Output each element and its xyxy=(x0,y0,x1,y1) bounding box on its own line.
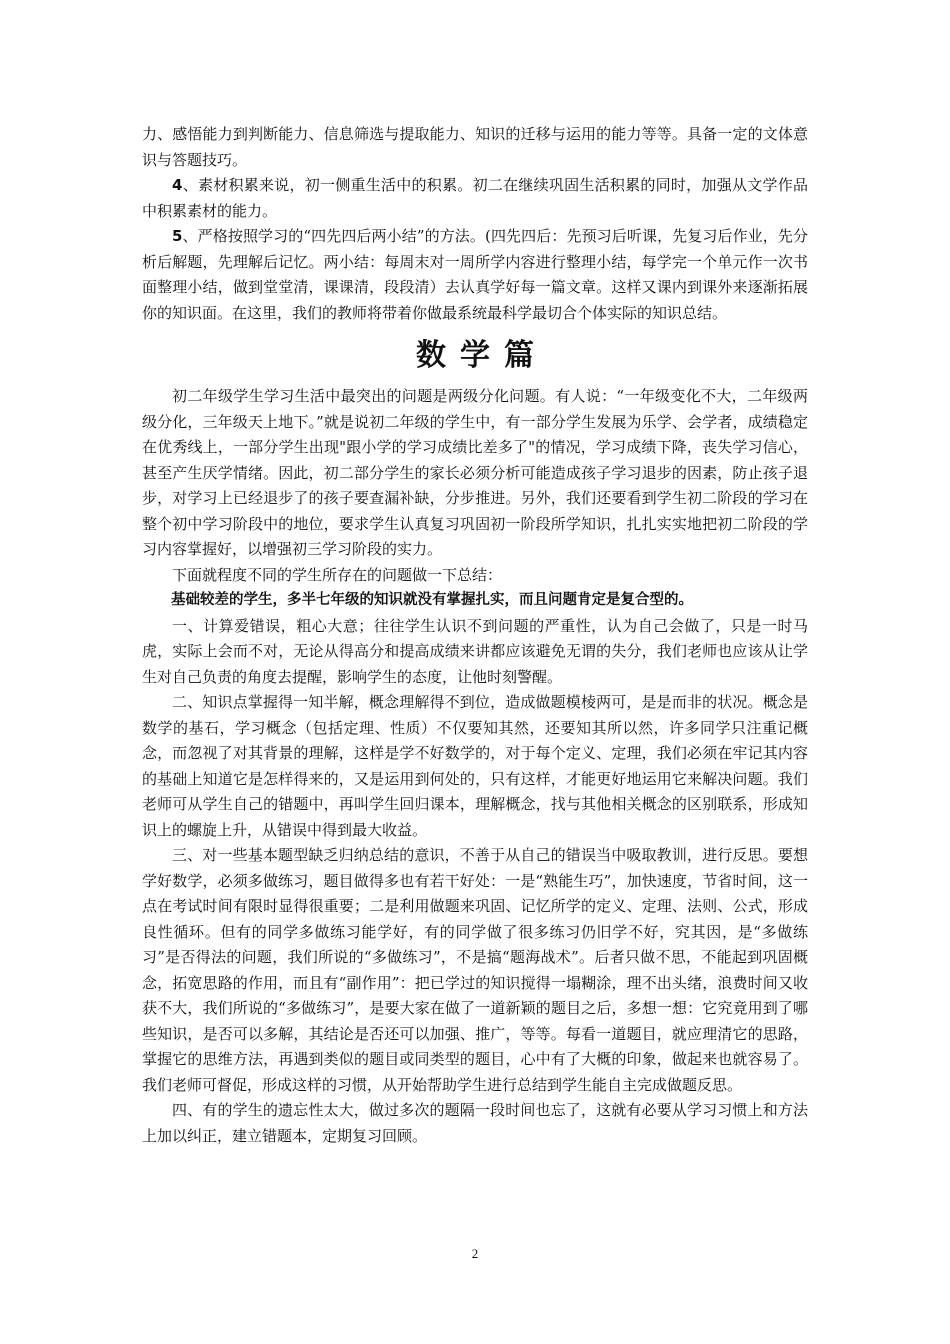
paragraph-continuation: 力、感悟能力到判断能力、信息筛选与提取能力、知识的迁移与运用的能力等等。具备一定的文体意识与答题技巧。 xyxy=(142,125,808,169)
paragraph-text: 、严格按照学习的“四先四后两小结”的方法。(四先四后：先预习后听课，先复习后作业，先分析后解题，先理解后记忆。两小结：每周末对一周所学内容进行整理小结，每学完一个单元作一次书面整理小结，做到堂堂清，课课清，段段清）去认真学好每一篇文章。这样又课内到课外来逐渐拓展你的知识面。在这里，我们的教师将带着你做最系统最科学最切合个体实际的知识总结。 xyxy=(142,227,808,322)
problem-two: 二、知识点掌握得一知半解，概念理解得不到位，造成做题模棱两可，是是而非的状况。概念是数学的基石，学习概念（包括定理、性质）不仅要知其然，还要知其所以然，许多同学只注重记概念，而忽视了对其背景的理解，这样是学不好数学的，对于每个定义、定理，我们必须在牢记其内容的基础上知道它是怎样得来的，又是运用到何处的，只有这样，才能更好地运用它来解决问题。我们老师可从学生自己的错题中，再叫学生回归课本，理解概念，找与其他相关概念的区别联系，形成知识上的螺旋上升，从错误中得到最大收益。 xyxy=(142,693,808,839)
page-number: 2 xyxy=(471,1246,479,1261)
problem-four: 四、有的学生的遗忘性太大，做过多次的题隔一段时间也忘了，这就有必要从学习习惯上和方法上加以纠正，建立错题本，定期复习回顾。 xyxy=(142,1101,808,1145)
problem-one: 一、计算爱错误，粗心大意；往往学生认识不到问题的严重性，认为自己会做了，只是一时马虎，实际上会而不对，无论从得高分和提高成绩来讲都应该避免无谓的失分，我们老师也应该从让学生对自己负责的角度去提醒，影响学生的态度，让他时刻警醒。 xyxy=(142,616,808,686)
item-number: 4 xyxy=(172,176,183,194)
paragraph-item-4 xyxy=(142,173,808,224)
item-number: 5 xyxy=(172,227,183,245)
math-intro-paragraph: 初二年级学生学习生活中最突出的问题是两级分化问题。有人说：“一年级变化不大，二年级两级分化，三年级天上地下。”就是说初二年级的学生中，有一部分学生发展为乐学、会学者，成绩稳定在优秀线上，一部分学生出现"跟小学的学习成绩比差多了"的情况，学习成绩下降，丧失学习信心，甚至产生厌学情绪。因此，初二部分学生的家长必须分析可能造成孩子学习退步的因素，防止孩子退步，对学习上已经退步了的孩子要查漏补缺，分步推进。另外，我们还要看到学生初二阶段的学习在整个初中学习阶段中的地位，要求学生认真复习巩固初一阶段所学知识，扎扎实实地把初二阶段的学习内容掌握好，以增强初三学习阶段的实力。 xyxy=(142,387,808,558)
page-content xyxy=(142,122,808,1149)
problem-three: 三、对一些基本题型缺乏归纳总结的意识，不善于从自己的错误当中吸取教训，进行反思。要想学好数学，必须多做练习，题目做得多也有若干好处：一是“熟能生巧”，加快速度，节省时间，这一点在考试时间有限时显得很重要；二是利用做题来巩固、记忆所学的定义、定理、法则、公式，形成良性循环。但有的同学多做练习能学好，有的同学做了很多练习仍旧学不好，究其因，是“多做练习”是否得法的问题，我们所说的“多做练习”，不是搞“题海战术”。后者只做不思，不能起到巩固概念，拓宽思路的作用，而且有“副作用”：把已学过的知识搅得一塌糊涂，理不出头绪，浪费时间又收获不大，我们所说的“多做练习”，是要大家在做了一道新颖的题目之后，多想一想：它究竟用到了哪些知识，是否可以多解，其结论是否还可以加强、推广，等等。每看一道题目，就应理清它的思路，掌握它的思维方法，再遇到类似的题目或同类型的题目，心中有了大概的印象，做起来也就容易了。我们老师可督促，形成这样的习惯，从开始帮助学生进行总结到学生能自主完成做题反思。 xyxy=(142,846,808,1094)
summary-lead: 下面就程度不同的学生所存在的问题做一下总结： xyxy=(172,565,503,584)
paragraph-item-5 xyxy=(142,224,808,326)
section-title: 数学篇 xyxy=(416,338,548,373)
weak-students-heading: 基础较差的学生，多半七年级的知识就没有掌握扎实，而且问题肯定是复合型的。 xyxy=(171,592,693,608)
paragraph-text: 、素材积累来说，初一侧重生活中的积累。初二在继续巩固生活积累的同时，加强从文学作品中积累素材的能力。 xyxy=(142,176,808,220)
